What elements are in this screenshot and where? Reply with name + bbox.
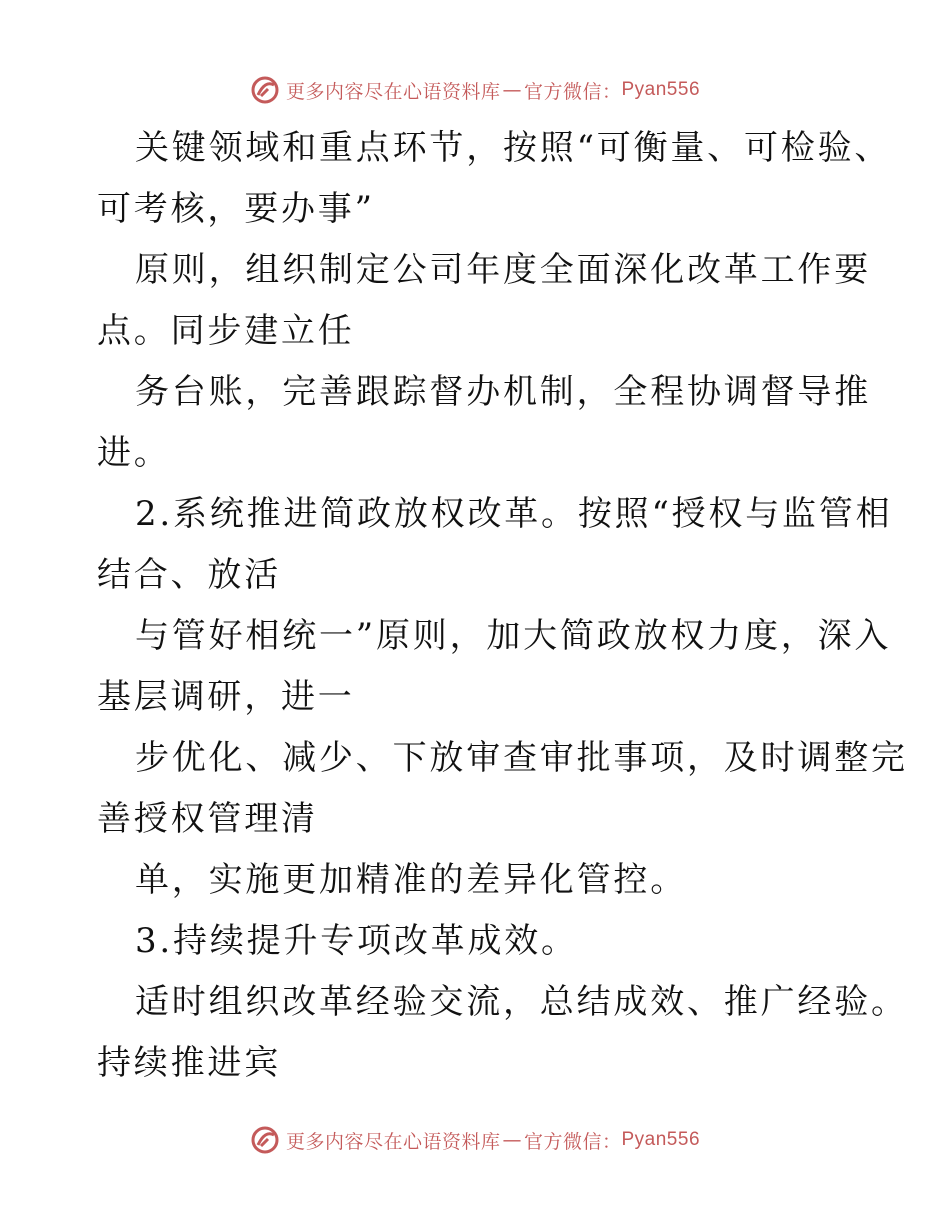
paragraph-line: 单，实施更加精准的差异化管控。 [135, 860, 687, 900]
paragraph-line: 务台账，完善跟踪督办机制，全程协调督导推 [135, 372, 871, 412]
paragraph-line: 基层调研，进一 [97, 677, 355, 717]
watermark-wechat-id: Pyan556 [621, 1129, 701, 1150]
paragraph-line: 可考核，要办事” [97, 189, 375, 229]
header-watermark [0, 70, 950, 110]
paragraph-line: 关键领域和重点环节，按照“可衡量、可检验、 [135, 128, 892, 168]
paragraph-line: 进。 [97, 433, 171, 473]
paragraph-line: 持续推进宾 [97, 1043, 281, 1083]
watermark-dash: — [502, 79, 522, 101]
watermark-text: 更多内容尽在心语资料库 [285, 1130, 501, 1153]
footer-watermark [0, 1120, 950, 1160]
paragraph-line: 原则，组织制定公司年度全面深化改革工作要 [135, 250, 871, 290]
paragraph-line: 结合、放活 [97, 555, 281, 595]
paragraph-line: 善授权管理清 [97, 799, 318, 839]
watermark-official: 官方微信： [523, 80, 622, 103]
watermark-dash: — [502, 1129, 522, 1151]
paragraph-line: 2.系统推进简政放权改革。按照“授权与监管相 [135, 494, 893, 534]
paragraph-line: 点。同步建立任 [97, 311, 355, 351]
paragraph-line: 与管好相统一”原则，加大简政放权力度，深入 [135, 616, 892, 656]
paragraph-line: 3.持续提升专项改革成效。 [135, 921, 578, 961]
paragraph-line: 适时组织改革经验交流，总结成效、推广经验。 [135, 982, 908, 1022]
watermark-official: 官方微信： [523, 1130, 622, 1153]
document-body [97, 118, 908, 1094]
brand-swirl-icon [250, 1125, 280, 1155]
watermark-text: 更多内容尽在心语资料库 [285, 80, 501, 103]
paragraph-line: 步优化、减少、下放审查审批事项，及时调整完 [135, 738, 908, 778]
brand-swirl-icon [250, 75, 280, 105]
watermark-wechat-id: Pyan556 [621, 79, 701, 100]
